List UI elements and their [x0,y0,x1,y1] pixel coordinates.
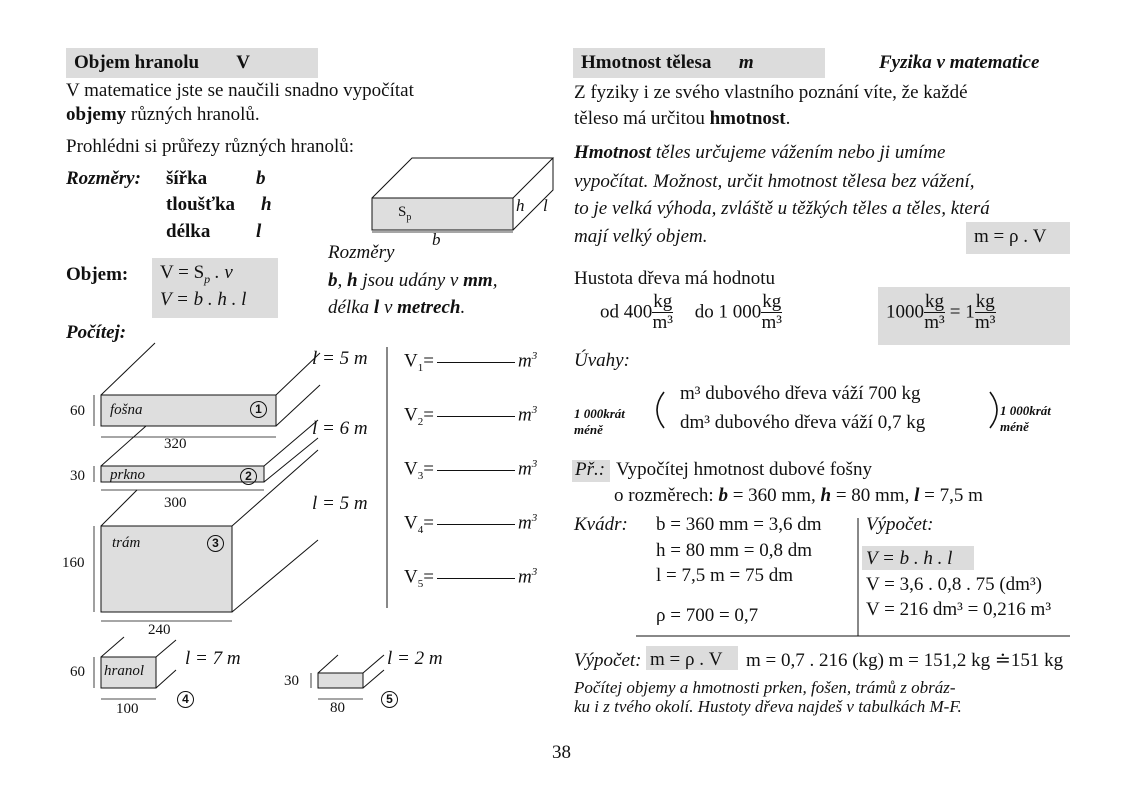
cuboid-b: b = 360 mm = 3,6 dm [656,514,822,535]
right-section-header: Hmotnost tělesa m [573,48,825,78]
profile-3-height: 160 [62,555,85,571]
r-intro-2: těleso má určitou hmotnost. [574,108,791,129]
diagram-l: l [543,196,548,215]
profile-4-height: 60 [70,664,85,680]
considerations-label: Úvahy: [574,350,630,371]
profile-2-length: l = 6 m [312,418,368,439]
profile-3-num: 3 [207,534,224,552]
cuboid-rho: ρ = 700 = 0,7 [656,605,759,626]
profile-1-width: 320 [164,436,187,452]
series-title: Fyzika v matematice [879,52,1040,73]
intro-line-1: V matematice jste se naučili snadno vypočítat [66,80,414,101]
profile-3-length: l = 5 m [312,493,368,514]
note-line-2: b, h jsou udány v mm, [328,270,498,291]
cons-right: 1 000krát méně [1000,403,1051,434]
example-line-2: o rozměrech: b = 360 mm, h = 80 mm, l = 7,5 m [614,485,983,506]
final-label: Výpočet: [574,650,642,671]
diagram-b: b [432,230,441,249]
r-para-4: mají velký objem. [574,226,708,247]
cons-line-2: dm³ dubového dřeva váží 0,7 kg [680,412,926,433]
cons-left: 1 000krát méně [574,406,625,437]
volume-label: Objem: [66,264,129,285]
page-number: 38 [552,742,571,763]
conversion-formula: 1000 $\frac{kg}{\text{m³}}$ = 1 $\frac{kg}{\text{m³}}$ [886,291,996,333]
main-formula: m = ρ . V [974,226,1047,247]
note-line-1: Rozměry [328,242,395,263]
profile-2-name: prkno [110,467,145,483]
header-symbol: V [236,52,251,73]
profile-2-height: 30 [70,468,85,484]
header-title: Objem hranolu [74,52,200,73]
r-para-2: vypočítat. Možnost, určit hmotnost tělesa bez vážení, [574,171,975,192]
diagram-h: h [516,196,525,215]
profile-3-width: 240 [148,622,171,638]
profile-4-width: 100 [116,701,139,717]
closing-2: ku i z tvého okolí. Hustoty dřeva najdeš v tabulkách M-F. [574,697,962,716]
dim-thickness: tloušťka h [166,194,272,215]
profile-5-width: 80 [330,700,345,716]
volume-formula-1: $V = S_p$ . v [160,262,233,286]
profile-1-name: fošna [110,402,143,418]
intro-rest: různých hranolů. [126,104,260,125]
cuboid-l: l = 7,5 m = 75 dm [656,565,794,586]
diagram-sp: $S_p$ [398,204,412,223]
cuboid-label: Kvádr: [574,514,628,535]
compute-label: Počítej: [66,322,127,343]
answer-v1[interactable]: $V_1= m^3$ [404,350,538,375]
profile-1-height: 60 [70,403,85,419]
profile-5-height: 30 [284,673,299,689]
note-line-3: délka l v metrech. [328,297,466,318]
example-label: Př.: [575,459,606,480]
closing-1: Počítej objemy a hmotnosti prken, fošen, trámů z obráz- [574,678,956,697]
r-para-3: to je velká výhoda, zvláště u těžkých těles a těles, která [574,198,990,219]
answer-v4[interactable]: $V_4= m^3$ [404,512,538,537]
profile-2-num: 2 [240,467,257,485]
profile-1-num: 1 [250,400,267,418]
r-intro-1: Z fyziky i ze svého vlastního poznání víte, že každé [574,82,968,103]
answer-v3[interactable]: $V_3= m^3$ [404,458,538,483]
density-title: Hustota dřeva má hodnotu [574,268,776,289]
answer-v5[interactable]: $V_5= m^3$ [404,566,538,591]
final-formula: m = ρ . V [650,649,723,670]
profile-4-name: hranol [104,663,145,679]
calc-label: Výpočet: [866,514,934,535]
r-para-1: Hmotnost těles určujeme vážením nebo ji umíme [574,142,946,163]
calc-1: V = b . h . l [866,548,953,569]
profile-1-length: l = 5 m [312,348,368,369]
dim-length: délka l [166,221,262,242]
profile-5-num: 5 [381,690,398,708]
example-line-1: Vypočítej hmotnost dubové fošny [616,459,872,480]
profile-2-width: 300 [164,495,187,511]
dimensions-label: Rozměry: [66,168,141,189]
profile-5-length: l = 2 m [387,648,443,669]
density-range: od 400 $\frac{kg}{\text{m³}}$ do 1 000 $\frac{kg}{\text{m³}}$ [600,291,782,333]
calc-3: V = 216 dm³ = 0,216 m³ [866,599,1052,620]
profile-3-name: trám [112,535,141,551]
dim-width: šířka b [166,168,266,189]
final-calc: m = 0,7 . 216 (kg) m = 151,2 kg ≐151 kg [746,650,1064,671]
cuboid-h: h = 80 mm = 0,8 dm [656,540,813,561]
profile-4-length: l = 7 m [185,648,241,669]
calc-2: V = 3,6 . 0,8 . 75 (dm³) [866,574,1042,595]
intro-bold: objemy [66,104,127,125]
volume-formula-2: V = b . h . l [160,289,247,310]
answer-v2[interactable]: $V_2= m^3$ [404,404,538,429]
intro-line-3: Prohlédni si průřezy různých hranolů: [66,136,355,157]
cons-line-1: m³ dubového dřeva váží 700 kg [680,383,921,404]
profile-4-num: 4 [177,690,194,708]
